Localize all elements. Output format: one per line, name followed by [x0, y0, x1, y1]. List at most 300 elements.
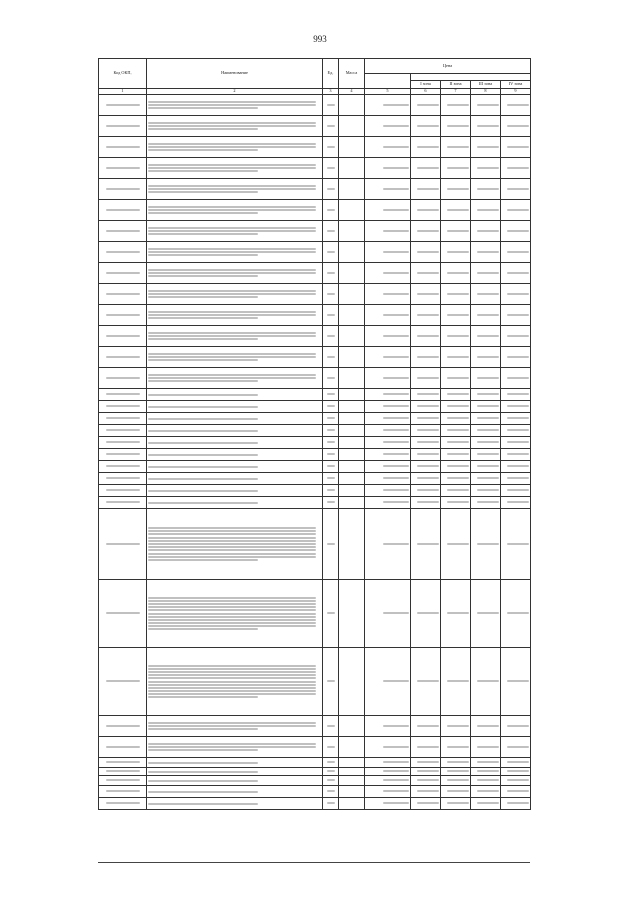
table-row	[99, 509, 531, 580]
row-price-base	[365, 497, 411, 509]
row-code	[99, 347, 147, 368]
row-price-zone-2	[441, 221, 471, 242]
row-price-base	[365, 461, 411, 473]
table-row	[99, 179, 531, 200]
row-price-zone-2	[441, 580, 471, 648]
row-price-zone-4	[501, 95, 531, 116]
row-price-zone-3	[471, 776, 501, 786]
row-weight	[339, 768, 365, 776]
header-zone-2: II зона	[441, 81, 471, 89]
row-price-zone-1	[411, 179, 441, 200]
row-price-zone-3	[471, 221, 501, 242]
row-weight	[339, 401, 365, 413]
row-price-zone-2	[441, 716, 471, 737]
row-price-zone-3	[471, 347, 501, 368]
row-price-zone-4	[501, 716, 531, 737]
row-price-zone-2	[441, 473, 471, 485]
row-weight	[339, 758, 365, 768]
row-code	[99, 389, 147, 401]
row-price-zone-1	[411, 401, 441, 413]
row-weight	[339, 473, 365, 485]
row-price-zone-1	[411, 200, 441, 221]
table-row	[99, 798, 531, 810]
row-price-zone-4	[501, 768, 531, 776]
row-unit	[323, 413, 339, 425]
table-row	[99, 737, 531, 758]
row-weight	[339, 716, 365, 737]
table-row	[99, 242, 531, 263]
row-price-zone-3	[471, 473, 501, 485]
row-unit	[323, 200, 339, 221]
row-price-zone-2	[441, 485, 471, 497]
row-name	[147, 263, 323, 284]
row-unit	[323, 425, 339, 437]
table-row	[99, 449, 531, 461]
row-price-zone-3	[471, 200, 501, 221]
row-price-base	[365, 242, 411, 263]
row-price-zone-4	[501, 798, 531, 810]
row-price-zone-1	[411, 95, 441, 116]
row-price-base	[365, 305, 411, 326]
row-name	[147, 305, 323, 326]
row-price-base	[365, 158, 411, 179]
row-code	[99, 716, 147, 737]
row-price-zone-1	[411, 368, 441, 389]
row-name	[147, 768, 323, 776]
row-price-zone-2	[441, 137, 471, 158]
row-weight	[339, 368, 365, 389]
row-price-zone-3	[471, 263, 501, 284]
row-weight	[339, 786, 365, 798]
row-name	[147, 737, 323, 758]
row-price-zone-4	[501, 449, 531, 461]
table-row	[99, 437, 531, 449]
column-number-2: 2	[147, 89, 323, 95]
row-name	[147, 449, 323, 461]
row-weight	[339, 737, 365, 758]
row-code	[99, 425, 147, 437]
row-price-zone-1	[411, 437, 441, 449]
row-price-zone-2	[441, 648, 471, 716]
row-price-zone-4	[501, 242, 531, 263]
row-name	[147, 179, 323, 200]
row-code	[99, 137, 147, 158]
row-price-zone-3	[471, 137, 501, 158]
row-weight	[339, 389, 365, 401]
row-weight	[339, 242, 365, 263]
row-weight	[339, 437, 365, 449]
row-price-zone-2	[441, 768, 471, 776]
row-price-zone-3	[471, 758, 501, 768]
table-row	[99, 413, 531, 425]
row-price-zone-3	[471, 401, 501, 413]
row-code	[99, 284, 147, 305]
row-name	[147, 461, 323, 473]
row-price-zone-1	[411, 461, 441, 473]
row-unit	[323, 758, 339, 768]
row-price-zone-2	[441, 737, 471, 758]
row-price-zone-3	[471, 768, 501, 776]
row-price-zone-3	[471, 485, 501, 497]
row-price-base	[365, 413, 411, 425]
row-price-zone-3	[471, 179, 501, 200]
row-name	[147, 497, 323, 509]
row-price-zone-2	[441, 389, 471, 401]
row-name	[147, 776, 323, 786]
table-row	[99, 137, 531, 158]
table-row	[99, 305, 531, 326]
row-price-base	[365, 776, 411, 786]
row-weight	[339, 497, 365, 509]
row-name	[147, 137, 323, 158]
row-price-zone-2	[441, 425, 471, 437]
table-row	[99, 497, 531, 509]
row-name	[147, 401, 323, 413]
header-zones	[411, 74, 531, 81]
row-price-zone-4	[501, 425, 531, 437]
row-price-base	[365, 326, 411, 347]
row-price-zone-4	[501, 305, 531, 326]
row-price-base	[365, 580, 411, 648]
row-name	[147, 509, 323, 580]
row-price-base	[365, 284, 411, 305]
row-code	[99, 305, 147, 326]
row-price-zone-3	[471, 437, 501, 449]
row-code	[99, 485, 147, 497]
row-price-zone-3	[471, 413, 501, 425]
row-price-zone-2	[441, 497, 471, 509]
row-price-zone-4	[501, 263, 531, 284]
row-price-zone-1	[411, 158, 441, 179]
row-price-zone-1	[411, 221, 441, 242]
column-number-6: 6	[411, 89, 441, 95]
row-price-zone-1	[411, 137, 441, 158]
table-row	[99, 716, 531, 737]
row-code	[99, 737, 147, 758]
row-code	[99, 461, 147, 473]
column-number-3: 3	[323, 89, 339, 95]
table-row	[99, 200, 531, 221]
row-price-zone-4	[501, 368, 531, 389]
row-price-base	[365, 200, 411, 221]
row-price-zone-4	[501, 648, 531, 716]
row-price-zone-3	[471, 425, 501, 437]
row-price-base	[365, 389, 411, 401]
row-price-zone-3	[471, 116, 501, 137]
row-price-zone-2	[441, 179, 471, 200]
row-unit	[323, 648, 339, 716]
row-code	[99, 786, 147, 798]
table-row	[99, 425, 531, 437]
column-number-1: 1	[99, 89, 147, 95]
header-price-base	[365, 74, 411, 89]
row-unit	[323, 401, 339, 413]
row-name	[147, 116, 323, 137]
row-price-zone-4	[501, 776, 531, 786]
table-row	[99, 786, 531, 798]
row-price-zone-3	[471, 95, 501, 116]
row-price-zone-2	[441, 200, 471, 221]
row-price-zone-3	[471, 368, 501, 389]
row-name	[147, 786, 323, 798]
row-unit	[323, 485, 339, 497]
row-price-zone-2	[441, 758, 471, 768]
row-price-zone-4	[501, 437, 531, 449]
row-name	[147, 221, 323, 242]
row-price-base	[365, 401, 411, 413]
table-row	[99, 95, 531, 116]
row-price-zone-2	[441, 437, 471, 449]
row-weight	[339, 347, 365, 368]
row-code	[99, 776, 147, 786]
row-price-zone-4	[501, 137, 531, 158]
row-unit	[323, 116, 339, 137]
row-price-zone-1	[411, 485, 441, 497]
row-price-zone-4	[501, 737, 531, 758]
row-weight	[339, 221, 365, 242]
row-code	[99, 509, 147, 580]
row-unit	[323, 461, 339, 473]
row-price-zone-2	[441, 116, 471, 137]
row-price-zone-3	[471, 389, 501, 401]
row-name	[147, 716, 323, 737]
row-price-zone-1	[411, 768, 441, 776]
row-price-zone-4	[501, 401, 531, 413]
row-unit	[323, 95, 339, 116]
row-unit	[323, 473, 339, 485]
row-weight	[339, 284, 365, 305]
row-price-zone-1	[411, 798, 441, 810]
row-price-base	[365, 786, 411, 798]
column-number-5: 5	[365, 89, 411, 95]
row-price-zone-1	[411, 347, 441, 368]
row-code	[99, 221, 147, 242]
row-price-zone-4	[501, 758, 531, 768]
row-price-zone-2	[441, 95, 471, 116]
row-unit	[323, 437, 339, 449]
row-price-zone-4	[501, 326, 531, 347]
table-row	[99, 580, 531, 648]
row-price-base	[365, 137, 411, 158]
column-number-7: 7	[441, 89, 471, 95]
row-code	[99, 413, 147, 425]
row-price-zone-4	[501, 461, 531, 473]
row-code	[99, 437, 147, 449]
row-price-base	[365, 716, 411, 737]
row-price-base	[365, 798, 411, 810]
row-price-zone-3	[471, 509, 501, 580]
row-price-base	[365, 509, 411, 580]
row-unit	[323, 137, 339, 158]
row-price-zone-2	[441, 263, 471, 284]
row-code	[99, 473, 147, 485]
row-price-zone-4	[501, 389, 531, 401]
row-price-zone-3	[471, 449, 501, 461]
header-zone-1: I зона	[411, 81, 441, 89]
row-price-zone-4	[501, 116, 531, 137]
row-weight	[339, 461, 365, 473]
row-price-zone-4	[501, 786, 531, 798]
row-code	[99, 95, 147, 116]
header-unit: Ед.	[323, 59, 339, 89]
row-price-zone-4	[501, 413, 531, 425]
row-price-zone-4	[501, 347, 531, 368]
header-weight: Масса	[339, 59, 365, 89]
column-number-8: 8	[471, 89, 501, 95]
row-price-base	[365, 758, 411, 768]
row-name	[147, 158, 323, 179]
row-price-zone-1	[411, 389, 441, 401]
row-code	[99, 648, 147, 716]
row-weight	[339, 263, 365, 284]
row-price-zone-1	[411, 473, 441, 485]
row-unit	[323, 284, 339, 305]
row-code	[99, 768, 147, 776]
row-price-zone-2	[441, 509, 471, 580]
row-price-zone-1	[411, 776, 441, 786]
table-row	[99, 263, 531, 284]
row-code	[99, 449, 147, 461]
row-price-zone-4	[501, 284, 531, 305]
row-name	[147, 437, 323, 449]
row-code	[99, 158, 147, 179]
row-price-zone-2	[441, 368, 471, 389]
row-unit	[323, 305, 339, 326]
row-name	[147, 425, 323, 437]
row-price-zone-3	[471, 648, 501, 716]
table-row	[99, 648, 531, 716]
table-row	[99, 284, 531, 305]
row-price-zone-2	[441, 449, 471, 461]
table-row	[99, 389, 531, 401]
row-price-zone-2	[441, 158, 471, 179]
row-code	[99, 200, 147, 221]
row-name	[147, 473, 323, 485]
table-row	[99, 368, 531, 389]
row-name	[147, 758, 323, 768]
row-name	[147, 580, 323, 648]
row-price-zone-2	[441, 461, 471, 473]
row-price-zone-3	[471, 798, 501, 810]
row-weight	[339, 485, 365, 497]
table-row	[99, 768, 531, 776]
row-price-zone-1	[411, 509, 441, 580]
row-price-zone-2	[441, 305, 471, 326]
header-code: Код ОКП,	[99, 59, 147, 89]
row-weight	[339, 326, 365, 347]
row-price-base	[365, 648, 411, 716]
row-price-zone-1	[411, 305, 441, 326]
row-price-zone-4	[501, 509, 531, 580]
row-unit	[323, 368, 339, 389]
row-name	[147, 347, 323, 368]
row-code	[99, 116, 147, 137]
row-price-zone-1	[411, 786, 441, 798]
row-price-zone-3	[471, 786, 501, 798]
table-row	[99, 485, 531, 497]
row-price-zone-1	[411, 284, 441, 305]
row-price-zone-4	[501, 158, 531, 179]
row-price-zone-1	[411, 326, 441, 347]
row-price-base	[365, 179, 411, 200]
row-name	[147, 798, 323, 810]
row-price-base	[365, 485, 411, 497]
row-code	[99, 758, 147, 768]
row-price-zone-4	[501, 580, 531, 648]
table-row	[99, 401, 531, 413]
row-name	[147, 242, 323, 263]
row-price-zone-1	[411, 737, 441, 758]
row-unit	[323, 158, 339, 179]
row-name	[147, 413, 323, 425]
row-name	[147, 648, 323, 716]
row-price-base	[365, 263, 411, 284]
row-price-zone-2	[441, 798, 471, 810]
row-price-zone-2	[441, 413, 471, 425]
row-weight	[339, 137, 365, 158]
row-unit	[323, 737, 339, 758]
row-weight	[339, 776, 365, 786]
table-row	[99, 473, 531, 485]
row-price-zone-4	[501, 221, 531, 242]
row-unit	[323, 347, 339, 368]
row-price-base	[365, 449, 411, 461]
row-weight	[339, 179, 365, 200]
row-price-zone-3	[471, 716, 501, 737]
row-unit	[323, 716, 339, 737]
row-price-base	[365, 437, 411, 449]
row-weight	[339, 648, 365, 716]
row-name	[147, 485, 323, 497]
row-price-base	[365, 347, 411, 368]
row-unit	[323, 798, 339, 810]
table-row	[99, 347, 531, 368]
row-unit	[323, 263, 339, 284]
price-table	[98, 58, 531, 810]
row-price-base	[365, 221, 411, 242]
row-price-zone-1	[411, 497, 441, 509]
row-price-zone-3	[471, 497, 501, 509]
row-code	[99, 179, 147, 200]
row-price-zone-4	[501, 179, 531, 200]
row-price-zone-3	[471, 305, 501, 326]
row-weight	[339, 95, 365, 116]
row-price-zone-3	[471, 580, 501, 648]
row-weight	[339, 200, 365, 221]
row-code	[99, 798, 147, 810]
row-price-zone-2	[441, 786, 471, 798]
row-name	[147, 389, 323, 401]
row-price-zone-1	[411, 716, 441, 737]
column-number-9: 9	[501, 89, 531, 95]
column-number-4: 4	[339, 89, 365, 95]
row-price-base	[365, 425, 411, 437]
row-unit	[323, 509, 339, 580]
row-price-zone-2	[441, 284, 471, 305]
row-code	[99, 263, 147, 284]
row-unit	[323, 497, 339, 509]
row-price-zone-3	[471, 737, 501, 758]
row-weight	[339, 449, 365, 461]
row-price-zone-2	[441, 401, 471, 413]
row-price-zone-1	[411, 413, 441, 425]
row-unit	[323, 449, 339, 461]
row-unit	[323, 389, 339, 401]
row-price-zone-3	[471, 326, 501, 347]
row-weight	[339, 116, 365, 137]
row-price-zone-4	[501, 473, 531, 485]
row-code	[99, 497, 147, 509]
